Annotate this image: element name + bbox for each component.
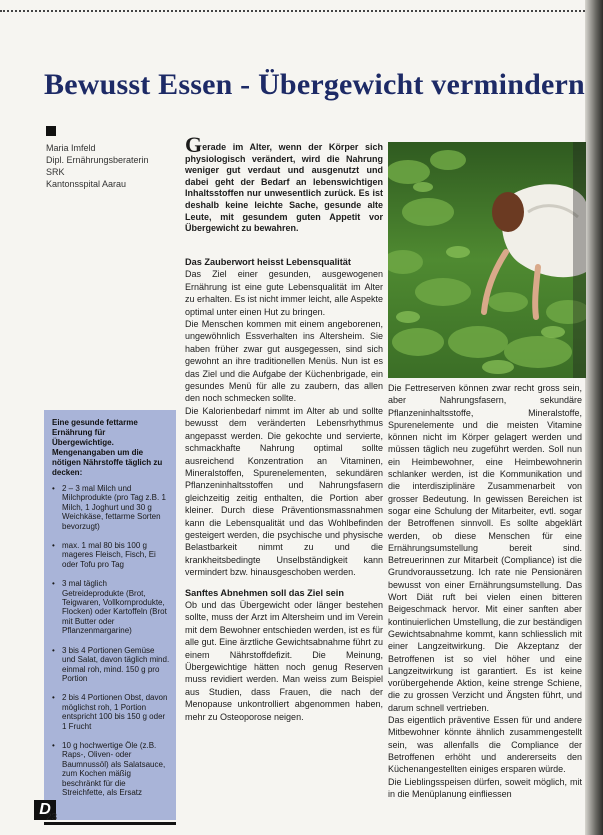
author-name: Maria Imfeld [46, 143, 96, 153]
column-right [388, 382, 582, 800]
section-2-paragraph-1: Ob und das Übergewicht oder länger bestehen sollte, muss der Arzt im Altersheim und im Verein mit dem Bewohner entschieden werden, ist es für alle gut. Eine ärztliche Gewichtsabnahme führt zu einem Nährstoffdefizit. Die Meinung, Übergewichtige hätten noch genug Reserven muss revidiert werden. Man weiss zum Beispiel aus Studien, dass Frauen, die nach der Menopause unkontrolliert abgenommen haben, mehr zu Osteoporose neigen. [185, 599, 383, 722]
lead-paragraph [185, 132, 383, 235]
sidebar-item-oils: • 10 g hochwertige Öle (z.B. Raps-, Oliven- oder Baumnussöl) als Salatsauce, zum Kochen mäßig beschränkt für die Streichfette, als Ersatz [52, 741, 170, 797]
page-number: 23 [46, 812, 58, 823]
section-1-paragraph-2: Die Menschen kommen mit einem angeborenen, ungewöhnlich Essverhalten ins Altersheim. Sie haben früher zwar gut ausgegessen, sind sich gewohnt an ihre traditionellen Menüs. Nun ist es das Ziel und die Aufgabe der Küchenbrigade, ein gesundes Menü für alle zu zaubern, das allen den noch schmecken sollte. [185, 319, 383, 404]
article-title: Bewusst Essen - Übergewicht vermindern [44, 68, 585, 101]
author-affiliation: Kantonsspital Aarau [46, 179, 127, 189]
page-edge-shadow [585, 0, 603, 835]
author-block [46, 142, 166, 190]
nutrition-sidebar [44, 410, 176, 820]
section-mark-bar [44, 822, 176, 825]
lead-text: erade im Alter, wenn der Körper sich physiologisch verändert, wird die Nahrung weniger gut verdaut und ausgenutzt und dabei geht der Bedarf an lebenswichtigen Inhaltsstoffen nur unwesentlich zurück. Es ist deshalb keine leichte Sache, gesunde alte Leute, mit gesundem guten Appetit vor Übergewicht zu bewahren. [185, 142, 383, 234]
column-middle [185, 256, 383, 723]
drop-cap: G [185, 132, 203, 157]
sidebar-item-protein: • max. 1 mal 80 bis 100 g mageres Fleisch, Fisch, Ei oder Tofu pro Tag [52, 541, 170, 569]
section-heading-1: Das Zauberwort heisst Lebensqualität [185, 257, 351, 267]
author-marker [46, 126, 56, 136]
sidebar-item-milk: • 2 – 3 mal Milch und Milchprodukte (pro Tag z.B. 1 Milch, 1 Joghurt und 30 g Weichkäse, fettarme Sorten bevorzugt) [52, 484, 170, 531]
sidebar-item-fruit: • 2 bis 4 Portionen Obst, davon möglichst roh, 1 Portion entspricht 100 bis 150 g oder 1 Frucht [52, 693, 170, 731]
section-2-paragraph-3: Das eigentlich präventive Essen für und andere Mitbewohner könnte ähnlich zusammengestellt sein, was allenfalls die Compliance der Betroffenen erhöht und andererseits den Küchenangestellten einiges ersparen würde. [388, 715, 582, 775]
section-1-paragraph-3: Die Kalorienbedarf nimmt im Alter ab und sollte bewusst dem veränderten Lebensrhythmus angepasst werden. Die gekochte und servierte, schmackhafte Nahrung optimal sollte ausreichend Konzentration an Vitaminen, Mineralstoffen, Spurenelementen, sekundären Pflanzeninhaltsstoffen und Nahrungsfasern gleichzeitig zeitig enthalten, die Portion aber kleiner. Durch diese Präventionsmassnahmen kann die Lebensqualität und das Wohlbefinden gesteigert werden, die psychische und physische Belastbarkeit nimmt zu und die krankheitsbedingte Unselbständigkeit kann vermindert bzw. hinausgeschoben werden. [185, 405, 383, 578]
author-role: Dipl. Ernährungsberaterin SRK [46, 155, 149, 177]
section-2-paragraph-2: Die Fettreserven können zwar recht gross sein, aber Nahrungsfasern, sekundäre Pflanzeninhaltsstoffe, Mineralstoffe, Spurenelemente und die meisten Vitamine können nicht im Körper gelagert werden und müssen täglich neu zugeführt werden. Soll nun ein Heimbewohner, eine Heimbewohnerin schlanker werden, ist die Kommunikation und die interdisziplinäre Zusammenarbeit von grosser Bedeutung. In gewissen Bereichen ist sogar eine Schulung der Mitarbeiter, evtl. sogar der Betroffenen sinnvoll. Es sollte abgeklärt werden, ob diese Menschen für eine Ernährungsumstellung bereit sind. Betreuerinnen zur Mitarbeit (Compliance) ist die Grundvoraussetzung. Ich rate nie Pensionären bewusst von einer Ernährungsumstellung. Das Wort Diät ruft bei vielen einen bitteren Beigeschmack hervor. Mit einer sanften aber kontinuierlichen Umstellung, die zur beständigen Gewichtsabnahme kommt, kann schliesslich mit einer Langzeitwirkung. Die Akzeptanz der Betroffenen ist so viel höher und eine Langzeitwirkung ist garantiert. Es ist keine vorübergehende Aktion, keine strenge Schiene, die zu grossen Verzicht und Ängsten führt, und darum schnell vertrieben. [388, 383, 582, 713]
section-heading-2: Sanftes Abnehmen soll das Ziel sein [185, 587, 344, 598]
garden-photo-illustration [388, 142, 586, 378]
sidebar-item-vegetables: • 3 bis 4 Portionen Gemüse und Salat, davon täglich mind. einmal roh, mind. 150 g pro Portion [52, 646, 170, 684]
sidebar-heading: Eine gesunde fettarme Ernährung für Übergewichtige. Mengenangaben um die nötigen Nährstoffe täglich zu decken: [52, 418, 163, 477]
article-photo [388, 142, 586, 378]
sidebar-item-grains: • 3 mal täglich Getreideprodukte (Brot, Teigwaren, Vollkornprodukte, Flocken) oder Kartoffeln (Brot mit Butter oder Pflanzenmargarine) [52, 579, 170, 635]
section-2-paragraph-4: Die Lieblingsspeisen dürfen, soweit möglich, mit in die Menüplanung einfliessen [388, 776, 582, 799]
section-1-paragraph-1: Das Ziel einer gesunden, ausgewogenen Ernährung ist eine gute Lebensqualität im Alter zu erhalten. Es ist nicht immer leicht, alle Aspekte optimal unter einen Hut zu bringen. [185, 269, 383, 317]
top-rule [0, 10, 585, 12]
section-mark-d: D [34, 800, 56, 820]
sidebar-list [44, 484, 176, 797]
